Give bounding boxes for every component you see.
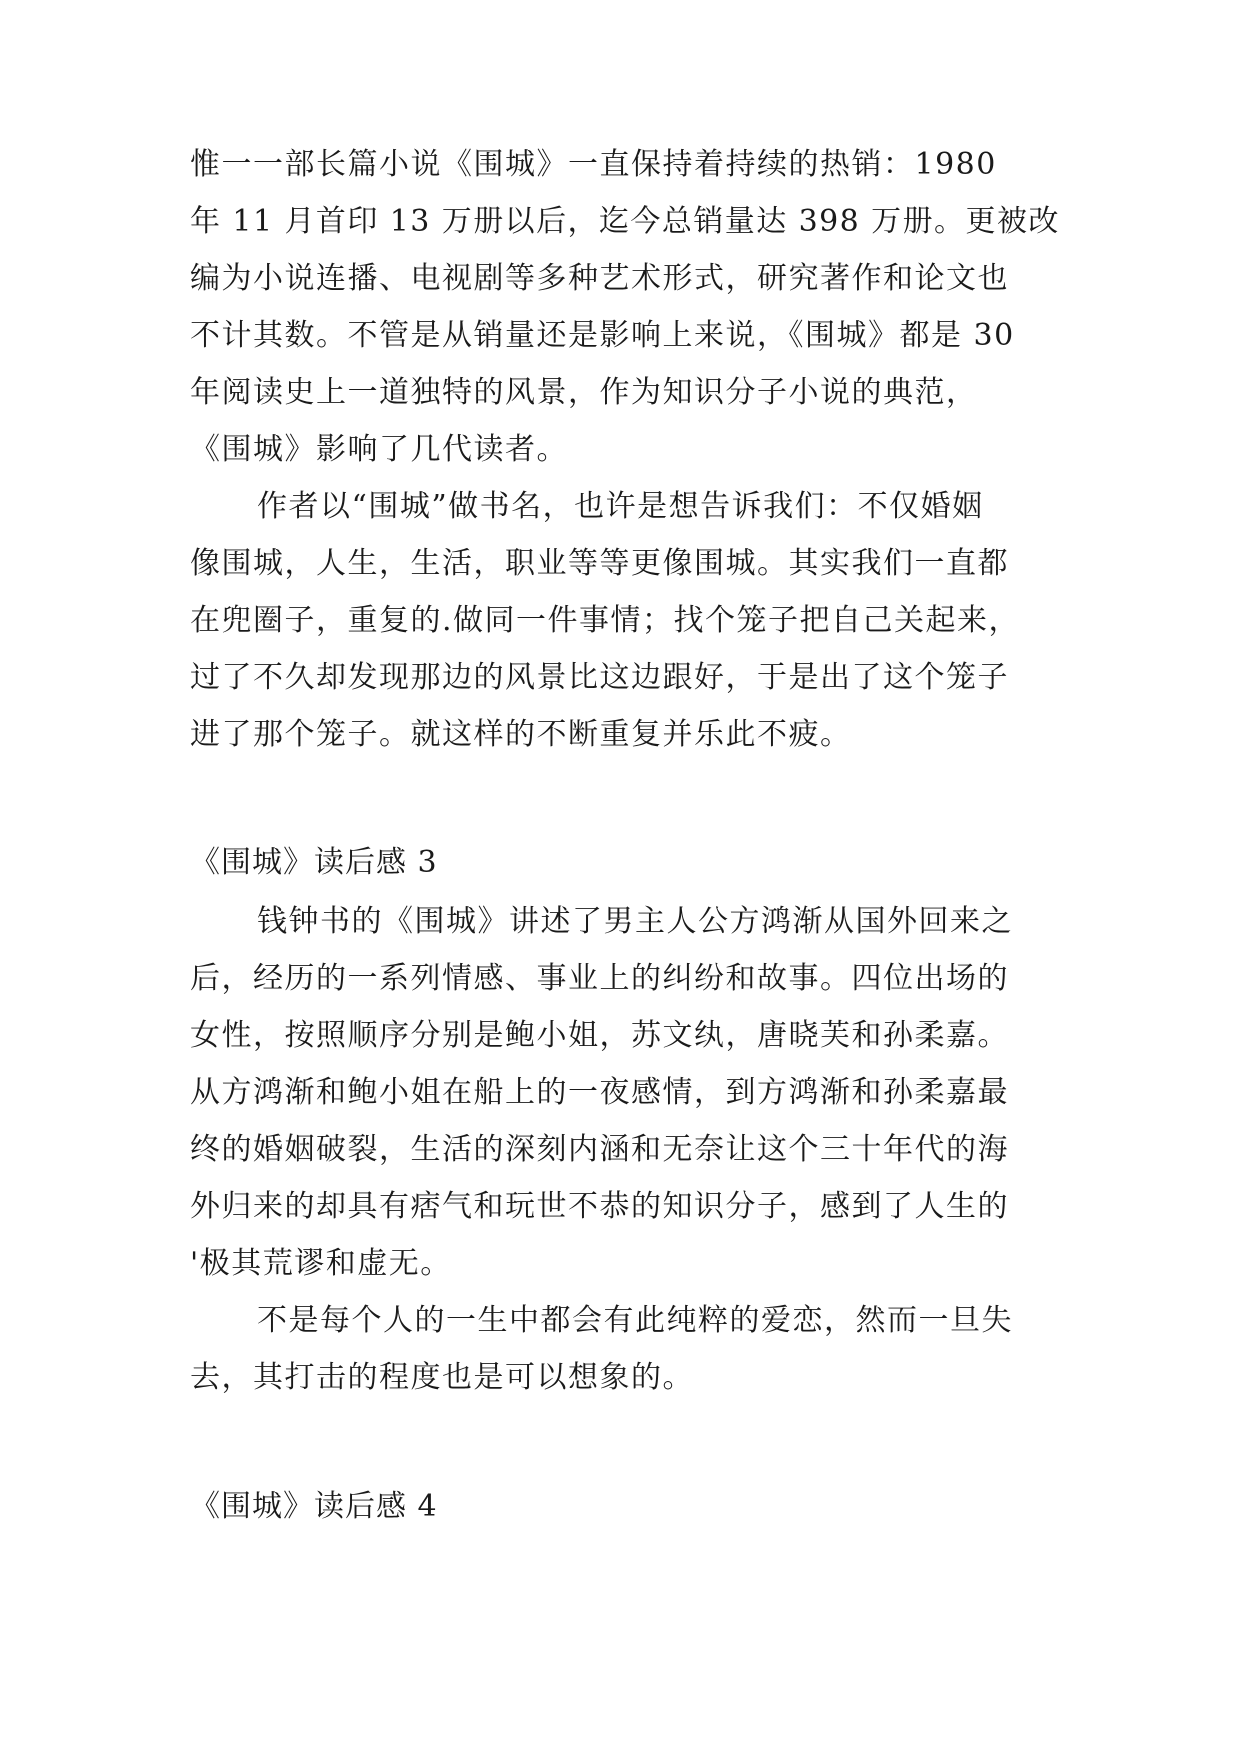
paragraph-2-line-4: 过了不久却发现那边的风景比这边跟好，于是出了这个笼子 [190,660,1009,695]
paragraph-4-line-1: 不是每个人的一生中都会有此纯粹的爱恋，然而一旦失 [257,1303,1013,1338]
paragraph-2-line-1: 作者以“围城”做书名，也许是想告诉我们：不仅婚姻 [257,489,984,524]
paragraph-3-line-4: 从方鸿渐和鲍小姐在船上的一夜感情，到方鸿渐和孙柔嘉最 [190,1075,1009,1110]
paragraph-1-line-5: 年阅读史上一道独特的风景，作为知识分子小说的典范， [190,375,978,410]
paragraph-3-line-7: '极其荒谬和虚无。 [190,1246,452,1281]
paragraph-1-line-3: 编为小说连播、电视剧等多种艺术形式，研究著作和论文也 [190,261,1009,296]
paragraph-3-line-2: 后，经历的一系列情感、事业上的纠纷和故事。四位出场的 [190,961,1009,996]
section-heading-4: 《围城》读后感 4 [190,1489,438,1524]
paragraph-3-line-6: 外归来的却具有痞气和玩世不恭的知识分子，感到了人生的 [190,1189,1009,1224]
paragraph-1-line-4: 不计其数。不管是从销量还是影响上来说，《围城》都是 30 [190,318,1015,353]
paragraph-4-line-2: 去，其打击的程度也是可以想象的。 [190,1360,694,1395]
paragraph-1-line-1: 惟一一部长篇小说《围城》一直保持着持续的热销：1980 [190,147,997,182]
paragraph-2-line-2: 像围城，人生，生活，职业等等更像围城。其实我们一直都 [190,546,1009,581]
paragraph-3-line-5: 终的婚姻破裂，生活的深刻内涵和无奈让这个三十年代的海 [190,1132,1009,1167]
paragraph-3-line-1: 钱钟书的《围城》讲述了男主人公方鸿渐从国外回来之 [257,904,1013,939]
section-heading-3: 《围城》读后感 3 [190,845,438,880]
paragraph-1-line-2: 年 11 月首印 13 万册以后，迄今总销量达 398 万册。更被改 [190,204,1060,239]
paragraph-3-line-3: 女性，按照顺序分别是鲍小姐，苏文纨，唐晓芙和孙柔嘉。 [190,1018,1009,1053]
paragraph-2-line-3: 在兜圈子，重复的.做同一件事情；找个笼子把自己关起来， [190,603,1021,638]
paragraph-2-line-5: 进了那个笼子。就这样的不断重复并乐此不疲。 [190,717,852,752]
paragraph-1-line-6: 《围城》影响了几代读者。 [190,432,568,467]
